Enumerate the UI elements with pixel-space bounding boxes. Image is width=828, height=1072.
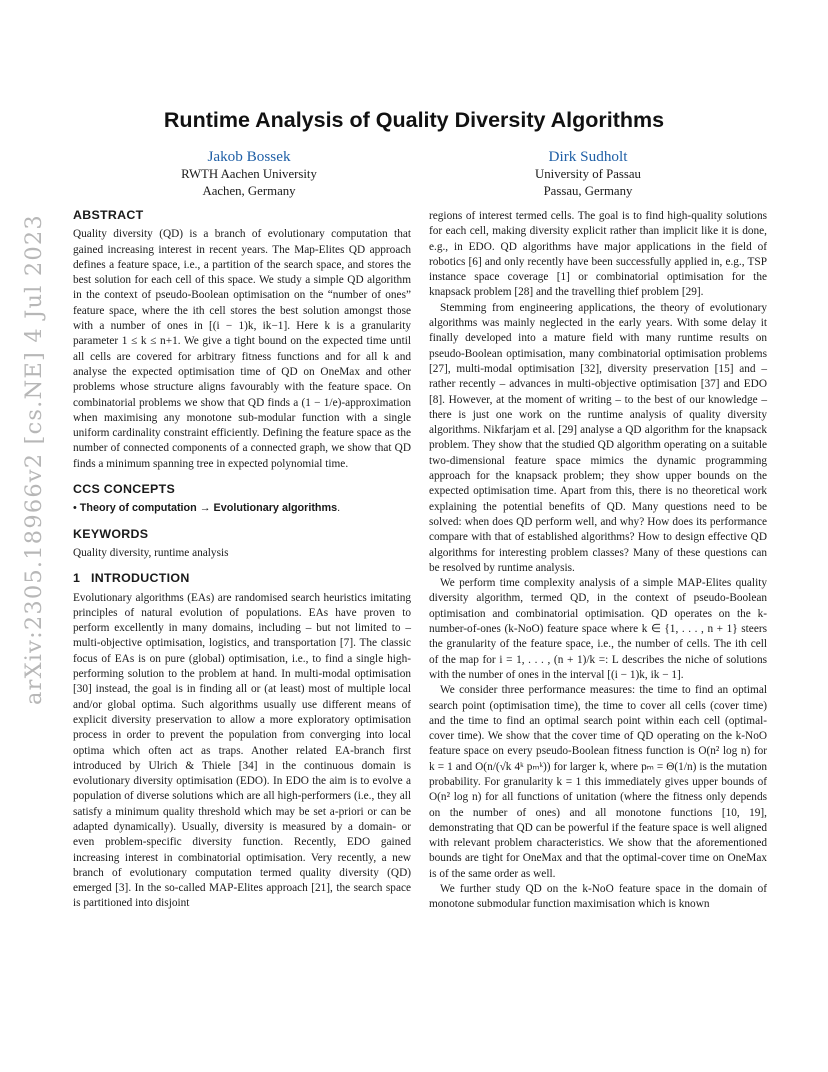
ccs-heading: CCS CONCEPTS xyxy=(73,482,176,497)
section-number: 1 xyxy=(73,571,81,586)
ccs-concepts xyxy=(73,501,411,516)
author-block-2 xyxy=(458,147,718,200)
author-block-1 xyxy=(119,147,379,200)
arxiv-sidebar-id: arXiv:2305.18966v2 [cs.NE] 4 Jul 2023 xyxy=(21,214,47,706)
intro-paragraph-2: regions of interest termed cells. The goal is to find high-quality solutions for each cell, making diversity explicit rather than implicit like it is done, e.g., in EDO. QD algorithms have major applications in the field of robotics [6] and only recently have been successfully applied in, e.g., TSP instance space coverage [1] or combinatorial optimisation for the knapsack problem [28] and the travelling thief problem [29]. xyxy=(429,210,767,299)
introduction-heading xyxy=(73,571,411,586)
abstract-section xyxy=(73,208,411,472)
right-column xyxy=(429,209,767,913)
ccs-arrow: → xyxy=(199,502,211,515)
author-affiliation: University of Passau xyxy=(535,167,641,181)
introduction-section xyxy=(73,571,411,912)
abstract-heading: ABSTRACT xyxy=(73,208,144,222)
left-column xyxy=(73,208,411,922)
author-affiliation: RWTH Aachen University xyxy=(181,167,317,181)
ccs-right[interactable]: Evolutionary algorithms xyxy=(213,502,338,515)
ccs-end: . xyxy=(337,502,341,515)
ccs-section xyxy=(73,482,411,517)
keywords-heading: KEYWORDS xyxy=(73,526,149,541)
intro-paragraph-3: Stemming from engineering applications, the theory of evolutionary algorithms was mainly neglected in the early years. With some delay it finally developed into a mature field with many runtime results on pseudo-Boolean optimisation, many combinatorial optimisation problems [27], multi-modal optimisation [32], diversity preservation [15] and – rather recently – advances in multi-objective optimisation [37] and EDO [8]. However, at the moment of writing – to the best of our knowledge – there is just one work on the runtime analysis of quality diversity algorithms. Nikfarjam et al. [29] analyse a QD algorithm for the knapsack problem. They show that the studied QD algorithm operating on a suitable two-dimensional feature space mimics the dynamic programming approach for the knapsack problem; they show upper bounds on the expected optimisation time. Apart from this, there is no theoretical work explaining the potential benefits of QD. Many questions need to be solved: when does QD perform well, and why? How does its performance compare with that of established algorithms? How to design effective QD algorithms for interesting problem classes? Many of these questions can be resolved by runtime analysis. xyxy=(429,301,767,574)
keywords-section xyxy=(73,527,411,562)
paper-title: Runtime Analysis of Quality Diversity Algorithms xyxy=(163,108,665,132)
intro-paragraph-6: We further study QD on the k-NoO feature space in the domain of monotone submodular function maximisation which is known xyxy=(429,883,767,911)
keywords-text: Quality diversity, runtime analysis xyxy=(73,546,229,559)
author-name[interactable]: Dirk Sudholt xyxy=(548,148,628,165)
author-location: Passau, Germany xyxy=(543,184,633,198)
abstract-text: Quality diversity (QD) is a branch of evolutionary computation that gained increasing interest in recent years. The Map-Elites QD approach defines a feature space, i.e., a partition of the search space, and stores the best solution for each cell of this space. We study a simple QD algorithm in the context of pseudo-Boolean optimisation on the “number of ones” feature space, where the ith cell stores the best solution amongst those with a number of ones in [(i − 1)k, ik−1]. Here k is a granularity parameter 1 ≤ k ≤ n+1. We give a tight bound on the expected time until all cells are covered for arbitrary fitness functions and for all k and analyse the expected optimisation time of QD on OneMax and other problems whose structure aligns favourably with the feature space. On combinatorial problems we show that QD finds a (1 − 1/e)-approximation when maximising any monotone sub-modular function with a single uniform cardinality constraint efficiently. Defining the feature space as the number of connected components of a connected graph, we show that QD finds a minimum spanning tree in expected polynomial time. xyxy=(73,228,411,470)
section-title: INTRODUCTION xyxy=(91,571,190,586)
ccs-bullet: • xyxy=(73,502,77,515)
intro-paragraph-1: Evolutionary algorithms (EAs) are randomised search heuristics imitating principles of natural evolution of populations. EAs have proven to perform excellently in many domains, including – but not limited to – multi-objective optimisation, logistics, and transportation [7]. The classic focus of EAs is on pure (global) optimisation, i.e., to find a single high-performing solution to the problem at hand. In multi-modal optimisation [30] instead, the goal is in finding all or (at least) most of multiple local and/or global optima. Such algorithms usually use different means of explicit diversity preservation to allow a more exploratory optimisation process in order to prevent the population from converging into local optima which often act as traps. Another related EA-branch first introduced by Ulrich & Thiele [34] in the continuous domain is evolutionary diversity optimisation (EDO). In EDO the aim is to evolve a population of diverse solutions which are all high-performers (i.e., they all satisfy a minimum quality threshold which may be set a-priori or can be adapted dynamically). Usually, diversity is measured by a domain- or even problem-specific diversity function. Recently, EDO gained increasing interest in combinatorial optimisation. Very recently, a new branch of evolutionary computation termed quality diversity (QD) emerged [3]. In the so-called MAP-Elites approach [21], the search space is partitioned into disjoint xyxy=(73,591,411,910)
ccs-left[interactable]: Theory of computation xyxy=(79,502,197,515)
author-name[interactable]: Jakob Bossek xyxy=(207,148,291,165)
intro-paragraph-5: We consider three performance measures: the time to find an optimal search point (optimisation time), the time to cover all cells (cover time) and the time to find an optimal search point within each cell (optimal-cover time). We show that the cover time of QD operating on the k-NoO feature space on every pseudo-Boolean fitness function is O(n² log n) for k = 1 and O(n/(√k 4ᵏ pₘᵏ)) for larger k, where pₘ = Θ(1/n) is the mutation probability. For granularity k = 1 this immediately gives upper bounds of O(n² log n) for all functions of unitation (where the fitness only depends on the number of ones) and all monotone functions [10, 19], demonstrating that QD can be powerful if the feature space is well aligned with relevant problem characteristics. We show that the aforementioned bounds are tight for OneMax and that the optimal-cover time on OneMax is of the same order as well. xyxy=(429,684,767,880)
intro-paragraph-4: We perform time complexity analysis of a simple MAP-Elites quality diversity algorithm, termed QD, in the context of pseudo-Boolean optimisation and combinatorial optimisation. QD operates on the k-number-of-ones (k-NoO) feature space where k ∈ {1, . . . , n + 1} steers the granularity of the feature space, i.e., the number of cells. The ith cell of the map for i = 1, . . . , (n + 1)/k =: L describes the niche of solutions with the number of ones in the interval [(i − 1)k, ik − 1]. xyxy=(429,577,767,681)
author-location: Aachen, Germany xyxy=(202,184,296,198)
